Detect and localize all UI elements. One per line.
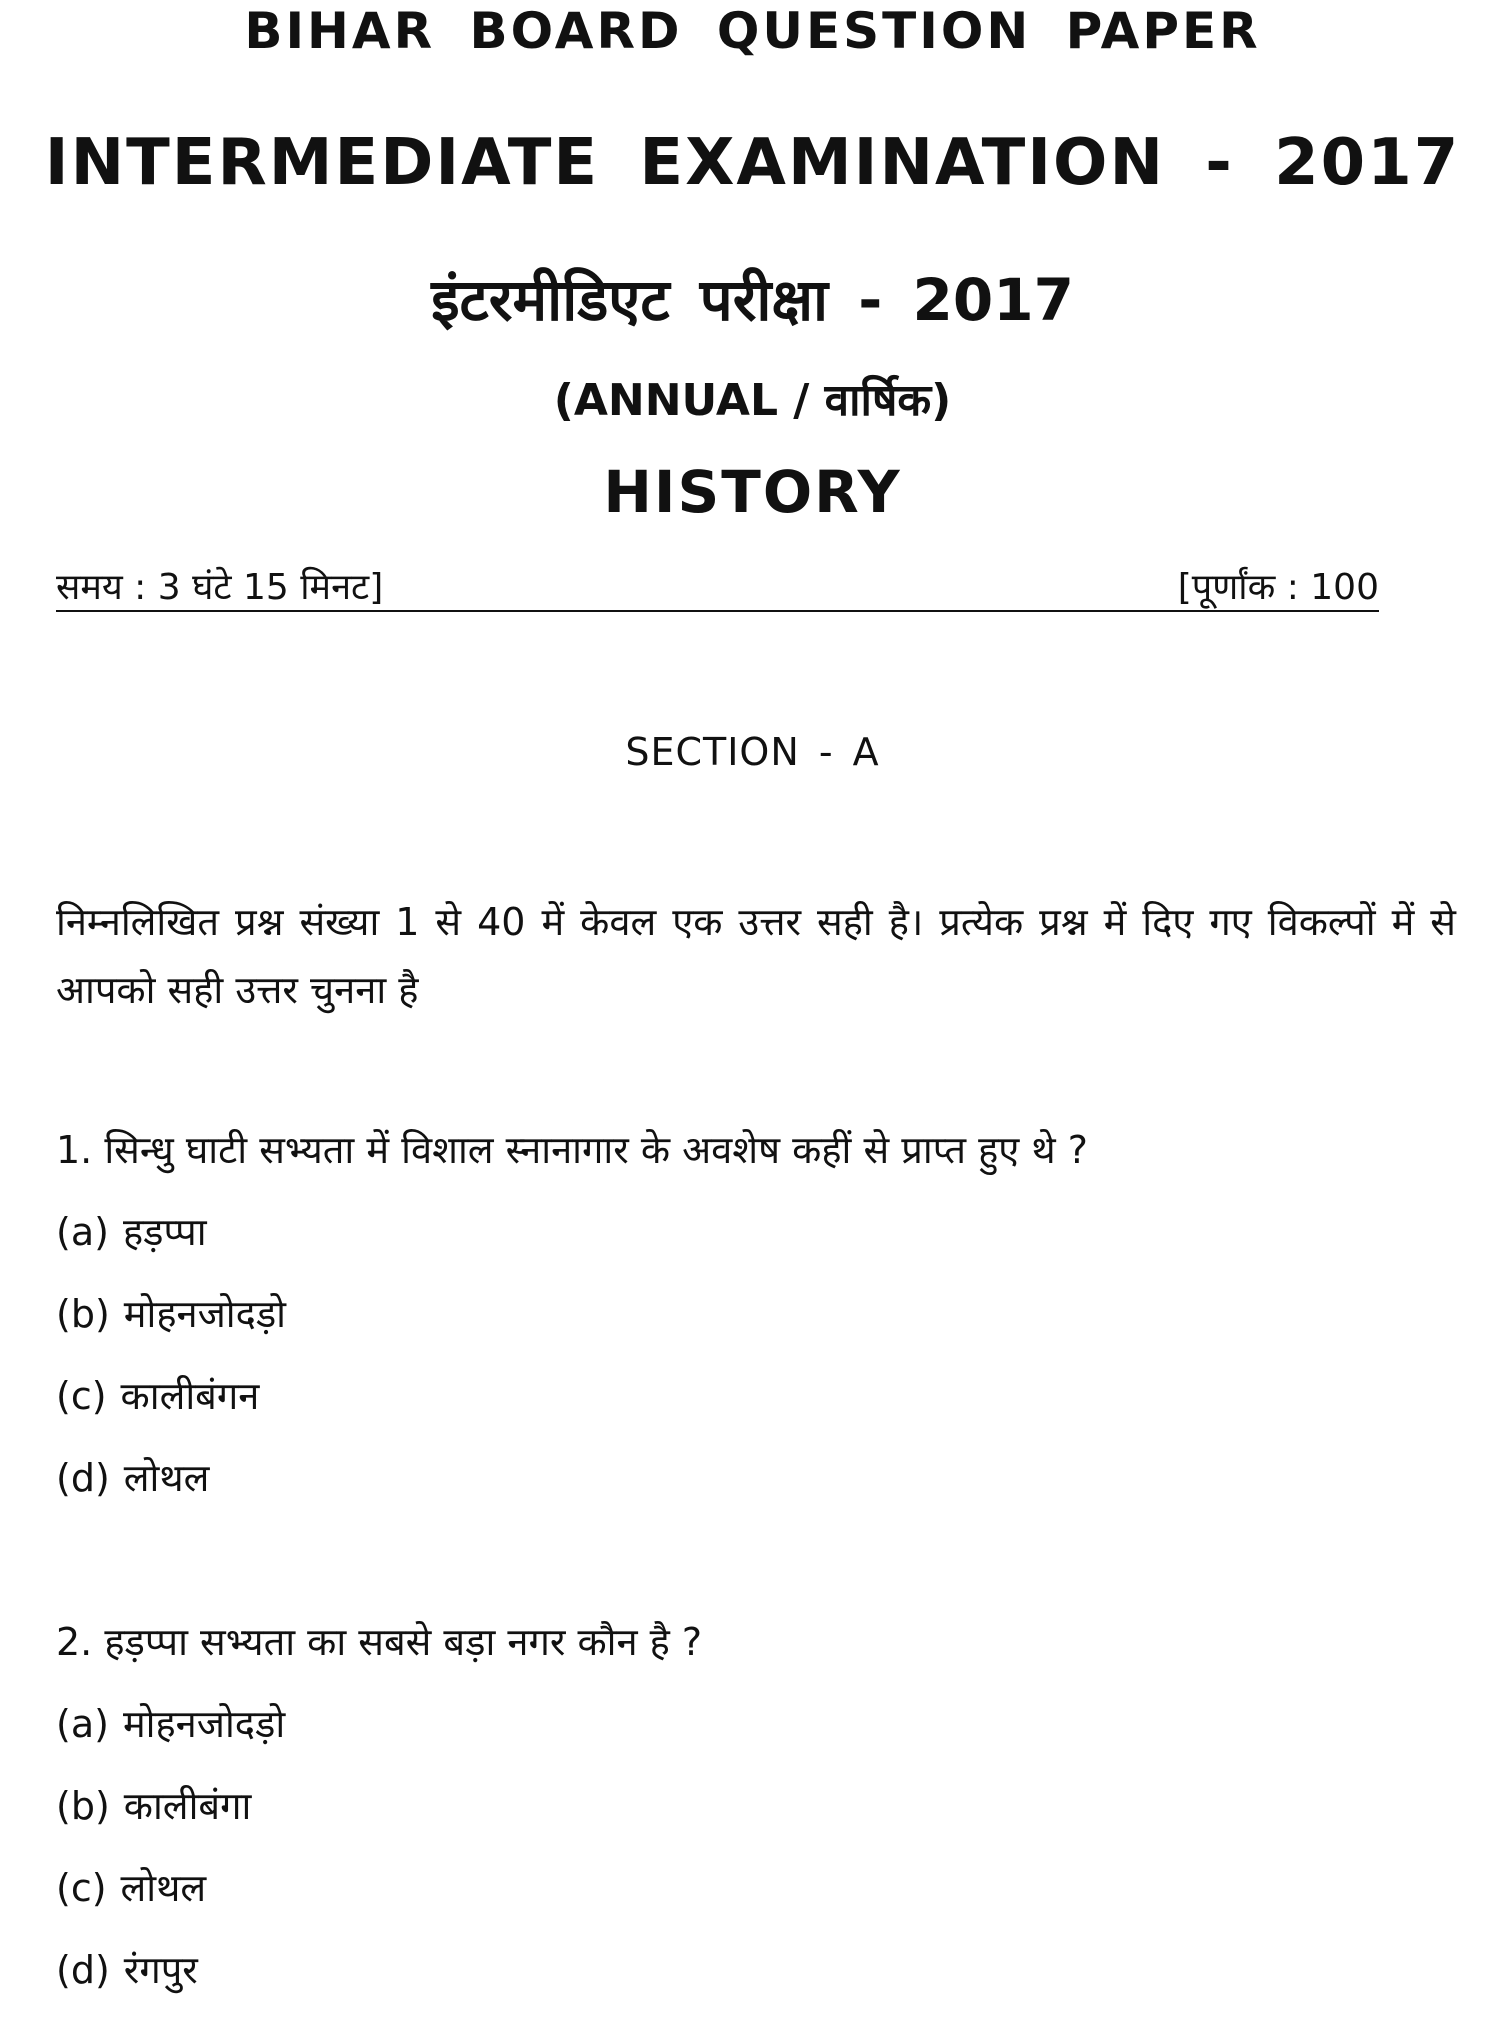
option-c xyxy=(56,1366,1456,1448)
option-label: (a) xyxy=(56,1210,109,1254)
option-b xyxy=(56,1776,1456,1858)
option-label: (b) xyxy=(56,1784,110,1828)
full-marks: [पूर्णांक : 100 xyxy=(1177,567,1379,608)
option-text: मोहनजोदड़ो xyxy=(122,1702,286,1746)
option-label: (d) xyxy=(56,1948,110,1992)
option-text: लोथल xyxy=(120,1866,207,1910)
instructions: निम्नलिखित प्रश्न संख्या 1 से 40 में केवल एक उत्तर सही है। प्रत्येक प्रश्न में दिए गए विकल्पों में से आपको सही उत्तर चुनना है xyxy=(56,900,1456,1012)
exam-title-hindi: इंटरमीडिएट परीक्षा - 2017 xyxy=(431,266,1074,334)
option-text: कालीबंगन xyxy=(120,1374,260,1418)
option-label: (b) xyxy=(56,1292,110,1336)
option-text: कालीबंगा xyxy=(123,1784,252,1828)
option-label: (a) xyxy=(56,1702,109,1746)
question-text: 2. हड़प्पा सभ्यता का सबसे बड़ा नगर कौन है ? xyxy=(56,1620,703,1664)
exam-title: INTERMEDIATE EXAMINATION - 2017 xyxy=(44,126,1461,200)
option-b xyxy=(56,1284,1456,1366)
exam-type: (ANNUAL / वार्षिक) xyxy=(553,375,952,426)
option-text: रंगपुर xyxy=(123,1948,198,1992)
question-1 xyxy=(56,1120,1456,1530)
option-c xyxy=(56,1858,1456,1940)
option-label: (d) xyxy=(56,1456,110,1500)
option-text: हड़प्पा xyxy=(122,1210,207,1254)
option-label: (c) xyxy=(56,1374,107,1418)
option-d xyxy=(56,1940,1456,2022)
option-a xyxy=(56,1202,1456,1284)
time-allowed: समय : 3 घंटे 15 मिनट] xyxy=(56,567,384,608)
option-label: (c) xyxy=(56,1866,107,1910)
section-heading: SECTION - A xyxy=(625,730,880,774)
board-title: BIHAR BOARD QUESTION PAPER xyxy=(244,2,1261,60)
option-d xyxy=(56,1448,1456,1530)
option-a xyxy=(56,1694,1456,1776)
subject-title: HISTORY xyxy=(603,458,902,526)
question-2 xyxy=(56,1612,1456,2022)
time-marks-row xyxy=(56,566,1379,612)
option-text: लोथल xyxy=(123,1456,210,1500)
question-text: 1. सिन्धु घाटी सभ्यता में विशाल स्नानागार के अवशेष कहीं से प्राप्त हुए थे ? xyxy=(56,1128,1088,1172)
option-text: मोहनजोदड़ो xyxy=(123,1292,287,1336)
